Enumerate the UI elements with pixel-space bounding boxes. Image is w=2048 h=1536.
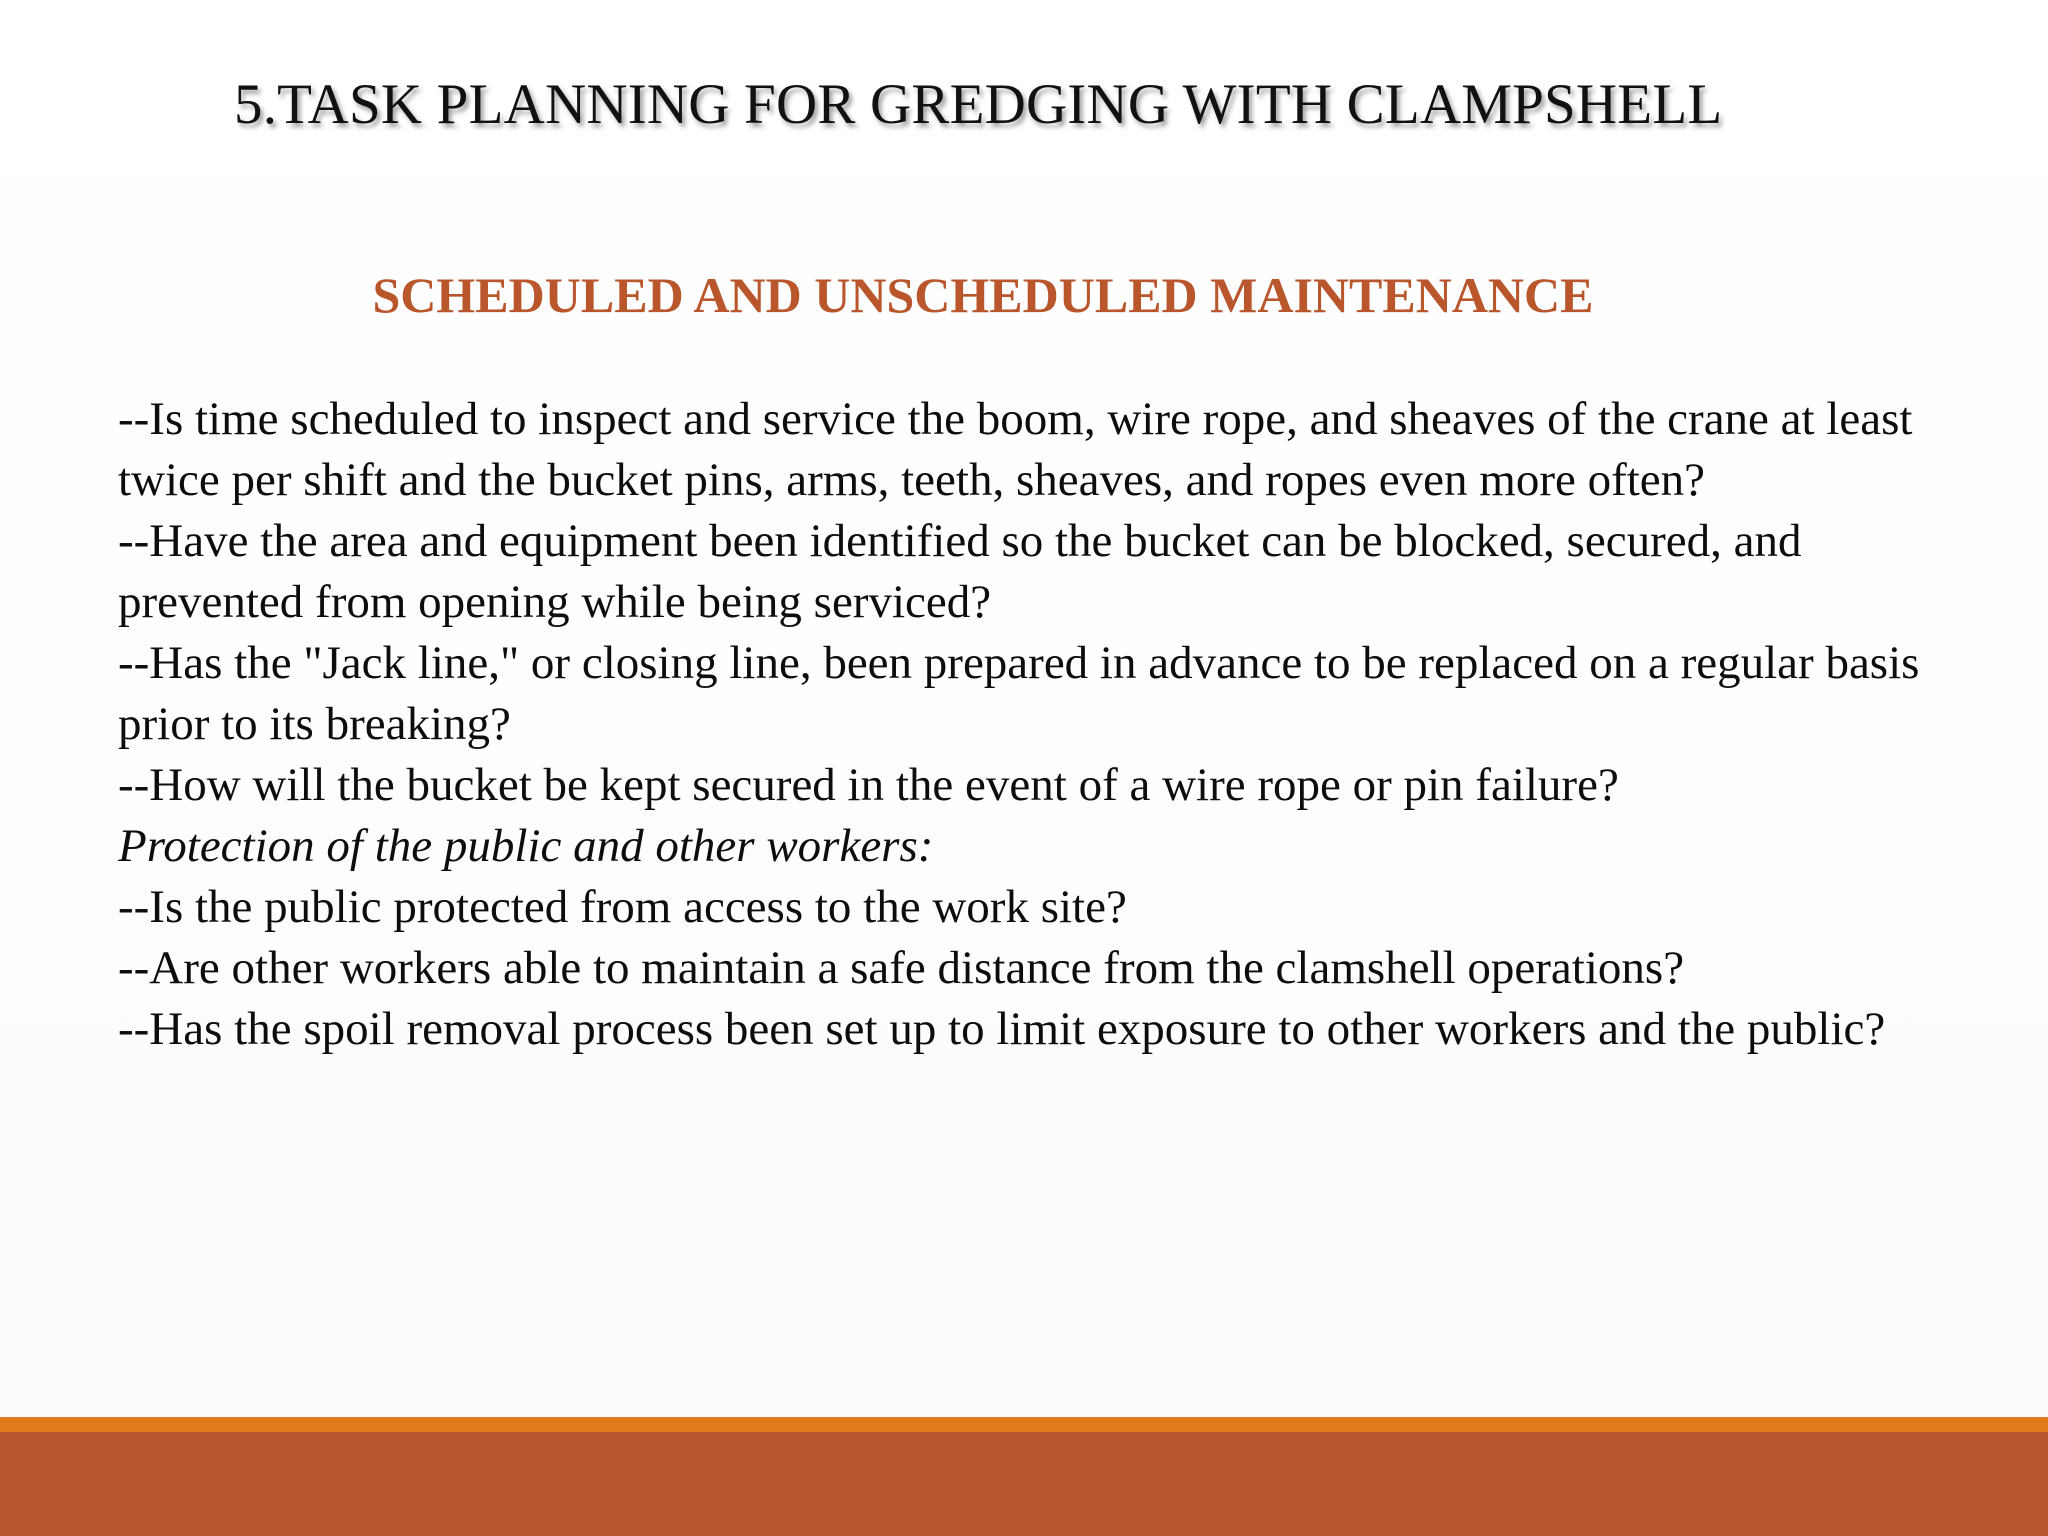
checklist-item-public: --Is the public protected from access to the work site? (118, 881, 1127, 933)
subsection-label: Protection of the public and other workers: (118, 820, 934, 872)
checklist-item-blocking: --Have the area and equipment been identified so the bucket can be blocked, secured, and prevented from opening while being serviced? (118, 515, 1802, 628)
footer-stripe (0, 1417, 2048, 1432)
checklist-item-workers-distance: --Are other workers able to maintain a safe distance from the clamshell operations? (118, 942, 1685, 994)
section-heading: SCHEDULED AND UNSCHEDULED MAINTENANCE (372, 267, 1594, 323)
checklist-item-inspection: --Is time scheduled to inspect and service the boom, wire rope, and sheaves of the crane at least twice per shift and the bucket pins, arms, teeth, sheaves, and ropes even more often? (118, 393, 1913, 506)
slide-title: 5.TASK PLANNING FOR GREDGING WITH CLAMPSHELL (234, 73, 1723, 136)
checklist-item-spoil-removal: --Has the spoil removal process been set up to limit exposure to other workers and the public? (118, 1003, 1886, 1055)
checklist-item-bucket-secured: --How will the bucket be kept secured in the event of a wire rope or pin failure? (118, 759, 1619, 811)
footer-bar (0, 1432, 2048, 1536)
checklist (118, 389, 1998, 1060)
checklist-item-jack-line: --Has the "Jack line," or closing line, been prepared in advance to be replaced on a regular basis prior to its breaking? (118, 637, 1920, 750)
